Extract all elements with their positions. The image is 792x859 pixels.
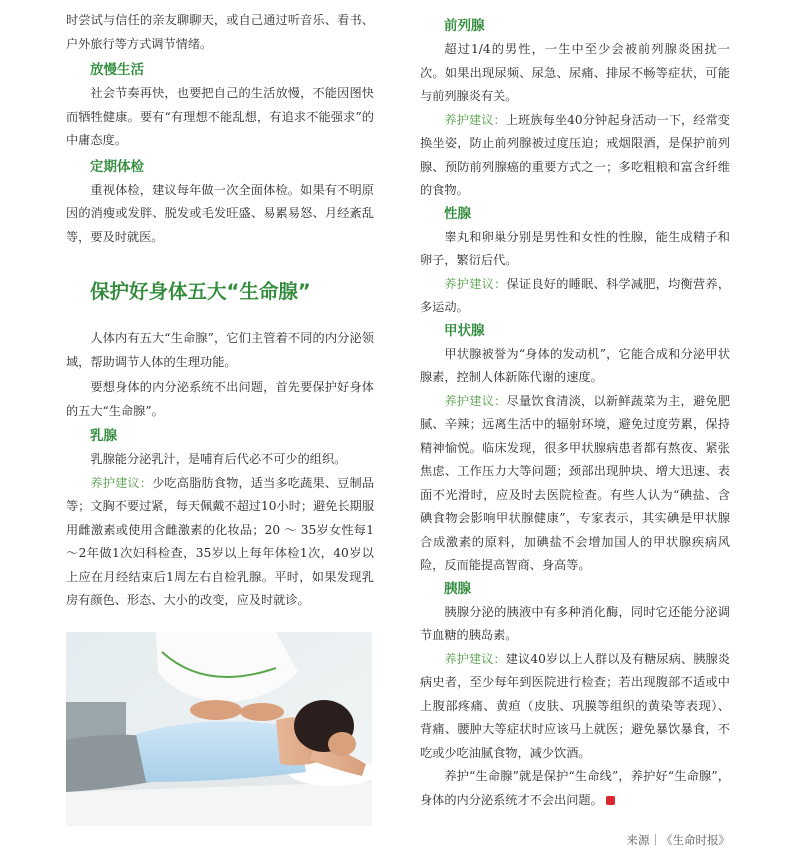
end-mark-icon xyxy=(606,796,615,805)
pancreas-advice-label: 养护建议： xyxy=(444,651,506,666)
closing-text: 养护“生命腺”就是保护“生命线”，养护好“生命腺”，身体的内分泌系统才不会出问题。 xyxy=(420,769,730,807)
checkup-text: 重视体检，建议每年做一次全面体检。如果有不明原因的消瘦或发胖、脱发或毛发旺盛、易累易怒、月经紊乱等，要及时就医。 xyxy=(66,182,374,244)
thyroid-advice-text: 尽量饮食清淡，以新鲜蔬菜为主，避免肥腻、辛辣；远离生活中的辐射环境，避免过度劳累，保持精神愉悦。临床发现，很多甲状腺病患者都有熬夜、紧张焦虑、工作压力大等问题；颈部出现肿块、增大迅速、表面不光滑时，应及时去医院检查。有些人认为“碘盐、含碘食物会影响甲状腺健康”，专家表示，其实碘是甲状腺合成激素的原料，加碘盐不会增加国人的甲状腺疾病风险，反而能提高智商、身高等。 xyxy=(420,393,731,572)
gonad-advice-text: 保证良好的睡眠、科学减肥，均衡营养，多运动。 xyxy=(420,276,731,314)
glands-intro-1: 人体内有五大“生命腺”，它们主管着不同的内分泌领域，帮助调节人体的生理功能。 xyxy=(66,331,374,369)
thyroid-heading: 甲状腺 xyxy=(444,322,485,339)
pancreas-advice-text: 建议40岁以上人群以及有糖尿病、胰腺炎病史者，至少每年到医院进行检查；若出现腹部不适或中上腹部疼痛、黄疸（皮肤、巩膜等组织的黄染等表现）、背痛、腰肿大等症状时应该马上就医；避免暴饮暴食，不吃或少吃油腻食物，减少饮酒。 xyxy=(420,651,730,760)
thyroid-advice-label: 养护建议： xyxy=(444,393,507,408)
prostate-advice xyxy=(420,109,730,203)
gonad-text: 睾丸和卵巢分别是男性和女性的性腺，能生成精子和卵子，繁衍后代。 xyxy=(420,229,730,267)
prostate-heading: 前列腺 xyxy=(444,18,485,34)
breast-heading: 乳腺 xyxy=(90,428,117,444)
breast-advice-label: 养护建议： xyxy=(90,475,153,490)
breast-advice xyxy=(66,472,374,613)
intro-continued: 时尝试与信任的亲友聊聊天，或自己通过听音乐、看书、户外旅行等方式调节情绪。 xyxy=(66,13,374,51)
thyroid-advice xyxy=(420,390,730,578)
glands-intro-2: 要想身体的内分泌系统不出问题，首先要保护好身体的五大“生命腺”。 xyxy=(66,380,374,418)
pancreas-text: 胰腺分泌的胰液中有多种消化酶，同时它还能分泌调节血糖的胰岛素。 xyxy=(420,604,730,642)
gonad-advice-label: 养护建议： xyxy=(444,276,507,291)
breast-text: 乳腺能分泌乳汁，是哺育后代必不可少的组织。 xyxy=(90,452,347,466)
left-column xyxy=(66,9,374,613)
article-source: 来源｜《生命时报》 xyxy=(626,833,730,847)
slow-life-text: 社会节奏再快，也要把自己的生活放慢，不能因图快而牺牲健康。要有“有理想不能乱想，有追求不能强求”的中庸态度。 xyxy=(66,86,374,147)
massage-illustration xyxy=(66,632,372,826)
prostate-advice-label: 养护建议： xyxy=(444,112,506,127)
gonad-heading: 性腺 xyxy=(444,205,471,222)
slow-life-heading: 放慢生活 xyxy=(90,62,144,78)
thyroid-text: 甲状腺被誉为“身体的发动机”，它能合成和分泌甲状腺素，控制人体新陈代谢的速度。 xyxy=(420,346,730,384)
pancreas-heading: 胰腺 xyxy=(444,580,471,597)
main-section-title: 保护好身体五大“生命腺” xyxy=(90,280,311,303)
massage-photo xyxy=(66,632,372,826)
breast-advice-text: 少吃高脂肪食物，适当多吃蔬果、豆制品等；文胸不要过紧，每天佩戴不超过10小时；避免长期服用雌激素或使用含雌激素的化妆品；20 ～ 35岁女性每1～2年做1次妇科检查，35岁以上每年体检1次，40岁以上应在月经结束后1周左右自检乳腺。平时，如果发现乳房有颜色、形态、大小的改变，应及时就诊。 xyxy=(66,475,375,607)
checkup-heading: 定期体检 xyxy=(90,158,144,175)
right-column xyxy=(420,15,730,812)
prostate-text: 超过1/4的男性，一生中至少会被前列腺炎困扰一次。如果出现尿频、尿急、尿痛、排尿不畅等症状，可能与前列腺炎有关。 xyxy=(420,42,730,103)
pancreas-advice xyxy=(420,648,730,766)
prostate-advice-text: 上班族每坐40分钟起身活动一下，经常变换坐姿，防止前列腺被过度压迫；戒烟限酒，是保护前列腺、预防前列腺癌的重要方式之一；多吃粗粮和富含纤维的食物。 xyxy=(420,112,730,197)
gonad-advice xyxy=(420,273,730,320)
closing-paragraph xyxy=(420,765,730,812)
